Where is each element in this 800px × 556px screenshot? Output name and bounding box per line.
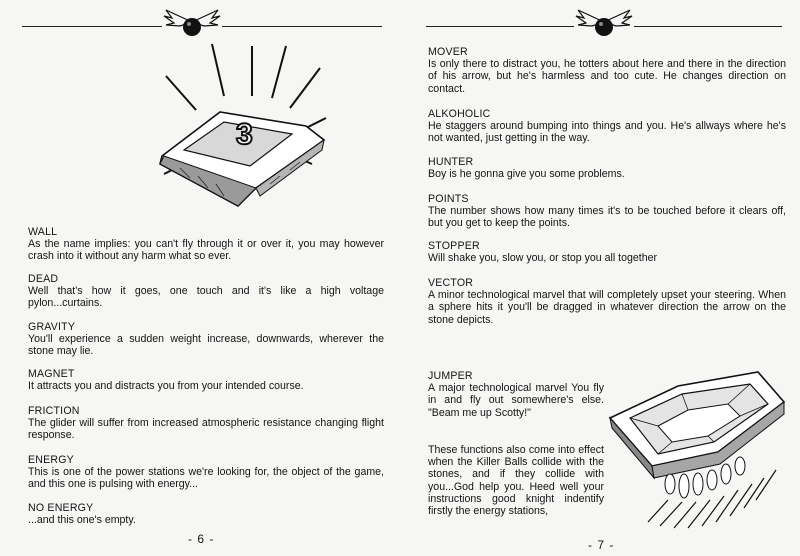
- winged-ball-emblem-icon: [574, 6, 634, 40]
- entry-title: ALKOHOLIC: [428, 108, 491, 120]
- entry-title: MAGNET: [28, 368, 75, 380]
- entry-title: ENERGY: [28, 454, 74, 466]
- stone-illustration-3: [120, 38, 360, 213]
- entry-title: GRAVITY: [28, 321, 76, 333]
- right-page: [400, 0, 800, 556]
- entry-mover: [428, 46, 786, 95]
- entry-points: [428, 193, 786, 230]
- entry-wall: [28, 226, 384, 263]
- entry-magnet: [28, 368, 384, 392]
- entry-body: Boy is he gonna give you some problems.: [428, 168, 625, 181]
- entry-gravity: [28, 321, 384, 358]
- entry-title: HUNTER: [428, 156, 474, 168]
- entry-body: You'll experience a sudden weight increase, downwards, wherever the stone may lie.: [28, 333, 384, 358]
- jumper-continuation: [428, 444, 604, 517]
- entry-body: The number shows how many times it's to be touched before it clears off, but you get to keep the points.: [428, 205, 786, 230]
- header-rule-right: [222, 26, 382, 27]
- entry-title: VECTOR: [428, 277, 474, 289]
- entry-title: STOPPER: [428, 240, 480, 252]
- stone-digit-label: 3: [236, 118, 253, 151]
- entry-body: ...and this one's empty.: [28, 514, 136, 527]
- entry-no-energy: [28, 502, 384, 526]
- entry-alkoholic: [428, 108, 786, 145]
- entry-vector: [428, 277, 786, 326]
- continuation-text: These functions also come into effect when the Killer Balls collide with the stones, and if they collide with you...God help you. Heed well your instructions good knight indentify firstly the energy stations,: [428, 444, 604, 518]
- entry-title: WALL: [28, 226, 58, 238]
- entry-dead: [28, 273, 384, 310]
- entry-energy: [28, 454, 384, 491]
- entry-title: POINTS: [428, 193, 469, 205]
- entry-body: As the name implies: you can't fly through it or over it, you may however crash into it without any harm what so ever.: [28, 238, 384, 263]
- page-number: - 7 -: [588, 538, 615, 552]
- entry-friction: [28, 405, 384, 442]
- entry-body: Is only there to distract you, he totters about here and there in the direction of his arrow, but he's harmless and too cute. He changes direction on contact.: [428, 58, 786, 95]
- entry-body: It attracts you and distracts you from your intended course.: [28, 380, 304, 393]
- header-rule-left: [426, 26, 574, 27]
- header-rule-right: [634, 26, 782, 27]
- entry-body: The glider will suffer from increased atmospheric resistance changing flight response.: [28, 417, 384, 442]
- entry-title: NO ENERGY: [28, 502, 94, 514]
- entry-body: A major technological marvel You fly in and fly out somewhere's else. "Beam me up Scotty!": [428, 382, 604, 419]
- entry-body: This is one of the power stations we're looking for, the object of the game, and this one is pulsing with energy...: [28, 466, 384, 491]
- page-number: - 6 -: [188, 532, 215, 546]
- entry-title: MOVER: [428, 46, 468, 58]
- entry-body: A minor technological marvel that will completely upset your steering. When a sphere hits it you'll be dragged in whatever direction the arrow on the stone depicts.: [428, 289, 786, 326]
- entry-stopper: [428, 240, 786, 264]
- entry-body: Will shake you, slow you, or stop you all together: [428, 252, 658, 265]
- entry-title: JUMPER: [428, 370, 473, 382]
- entry-title: FRICTION: [28, 405, 80, 417]
- entry-body: Well that's how it goes, one touch and it's like a high voltage pylon...curtains.: [28, 285, 384, 310]
- entry-body: He staggers around bumping into things and you. He's allways where he's not wanted, just getting in the way.: [428, 120, 786, 145]
- entry-title: DEAD: [28, 273, 59, 285]
- entry-hunter: [428, 156, 786, 180]
- winged-ball-emblem-icon: [162, 6, 222, 40]
- jumper-stone-illustration: [608, 362, 792, 532]
- entry-jumper: [428, 370, 604, 419]
- header-rule-left: [22, 26, 162, 27]
